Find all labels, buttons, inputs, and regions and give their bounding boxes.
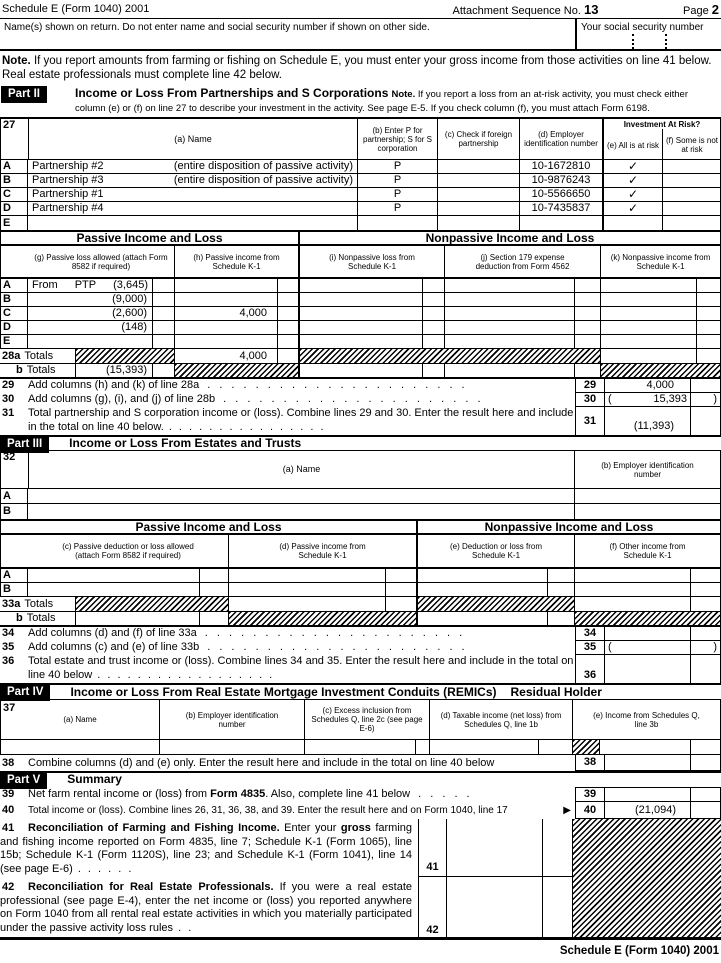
- passive-loss-cell[interactable]: (148): [28, 321, 153, 334]
- ssn-separator-1: [632, 34, 634, 49]
- cents-cell[interactable]: [575, 335, 601, 348]
- passive-income-cell[interactable]: [175, 335, 278, 348]
- line-35-box-number: 35: [575, 641, 605, 655]
- hatch-cell: [75, 349, 175, 363]
- line-30: [0, 393, 721, 407]
- nonpassive-income-cell[interactable]: [601, 321, 697, 334]
- col-header-k: (k) Nonpassive income from Schedule K-1: [601, 246, 721, 277]
- t4-header: [0, 700, 721, 740]
- totals-28a-nonpassive-income[interactable]: [601, 349, 697, 363]
- partnership-name-cell[interactable]: Partnership #3 (entire disposition of passive activity): [28, 174, 358, 187]
- totals-28b-sec179[interactable]: [445, 364, 575, 377]
- col-header-e: (e) Deduction or loss from Schedule K-1: [418, 535, 575, 567]
- at-risk-check-cell[interactable]: ✓: [604, 174, 663, 187]
- line-32-number: 32: [0, 451, 28, 488]
- bottom-text-col: [0, 819, 418, 937]
- partnership-row-b: [0, 174, 721, 188]
- totals-33a-label: 33a Totals: [2, 597, 54, 610]
- passive-income-cell[interactable]: [175, 279, 278, 292]
- partnership-name-cell[interactable]: Partnership #4: [28, 202, 358, 215]
- nonpassive-income-cell[interactable]: [601, 335, 697, 348]
- row-letter: D: [0, 202, 28, 215]
- at-risk-check-cell[interactable]: [604, 216, 663, 230]
- hatch-cell: [175, 364, 300, 377]
- partnership-row-a: [0, 160, 721, 174]
- not-at-risk-check-cell[interactable]: [663, 216, 721, 230]
- row-letter: B: [0, 504, 28, 519]
- row-letter: B: [0, 293, 28, 306]
- col-header-c: (c) Passive deduction or loss allowed (attach Form 8582 if required): [28, 535, 229, 567]
- foreign-check-cell[interactable]: [438, 174, 520, 187]
- entity-type-cell[interactable]: P: [358, 174, 438, 187]
- entity-type-cell[interactable]: P: [358, 202, 438, 215]
- cents-cell[interactable]: [691, 569, 721, 582]
- totals-28a-label: 28a Totals: [2, 349, 54, 362]
- cents-cell[interactable]: [386, 569, 418, 582]
- line-41-text: 41 Reconciliation of Farming and Fishing Income. Enter your gross farming and fishing income reported on Form 4835, line 7; Schedule K-1 (Form 1065), line 15b; Schedule K-1 (Form 1120S), line 23; and Schedule K-1 (Form 1041), line 14 (see page E-6) . . . . . .: [0, 822, 413, 875]
- cents-cell[interactable]: [416, 740, 430, 754]
- nonpassive-loss-cell[interactable]: [300, 293, 423, 306]
- cents-cell[interactable]: [153, 335, 175, 348]
- nonpassive-income-cell[interactable]: [601, 293, 697, 306]
- bottom-block: [0, 819, 721, 940]
- passive-band-header: Passive Income and Loss: [0, 232, 300, 244]
- passive-deduction-cell[interactable]: [28, 583, 200, 596]
- t2-band: [0, 230, 721, 246]
- not-at-risk-check-cell[interactable]: [663, 188, 721, 201]
- line-40-text: 40 Total income or (loss). Combine lines 26, 31, 36, 38, and 39. Enter the result here and on Form 1040, line 17 ▶: [0, 802, 575, 819]
- line-42-text: 42 Reconciliation for Real Estate Professionals. If you were a real estate professional (see page E-4), enter the net income or (loss) you reported anywhere on Form 1040 from all rental real estate activities in which you materially participated under the passive activity loss rules . .: [0, 881, 413, 934]
- page-note: Note. If you report amounts from farming or fishing on Schedule E, you must enter your gross income from those activities on line 41 below. Real estate professionals must complete line 42 below.: [2, 55, 712, 81]
- nonpassive-income-cell[interactable]: [601, 307, 697, 320]
- totals-33b-passive-deduction[interactable]: [75, 612, 200, 625]
- line-27-number: 27: [0, 119, 28, 159]
- totals-28a-passive-income[interactable]: 4,000: [175, 349, 278, 363]
- bottom-box-col: [418, 819, 573, 937]
- nonpassive-loss-cell[interactable]: [300, 307, 423, 320]
- line-29: [0, 379, 721, 393]
- cents-cell[interactable]: [423, 279, 445, 292]
- hatch-cell: [418, 597, 575, 611]
- nonpassive-loss-cell[interactable]: [300, 321, 423, 334]
- cents-cell[interactable]: [691, 655, 721, 683]
- line-34-text: 34 Add columns (d) and (f) of line 33a . . . . . . . . . . . . . . . . . . . . . .: [2, 627, 466, 639]
- line-41-box-number: 41: [418, 819, 447, 876]
- cents-cell[interactable]: [691, 597, 721, 611]
- deduction-loss-cell[interactable]: [418, 569, 548, 582]
- row-letter: C: [0, 188, 28, 201]
- sec179-cell[interactable]: [445, 321, 575, 334]
- totals-33b-row: [0, 612, 721, 627]
- part4-band: [0, 683, 721, 700]
- line-34: [0, 627, 721, 641]
- line-34-amount[interactable]: [605, 627, 691, 641]
- hatch-cell: [75, 597, 229, 611]
- income-row-d: [0, 321, 721, 335]
- totals-28b-row: [0, 364, 721, 379]
- part2-title: Income or Loss From Partnerships and S Corporations: [75, 86, 389, 100]
- attachment-number: 13: [584, 3, 599, 17]
- col-header-a: 37 (a) Name: [0, 700, 160, 739]
- cents-cell[interactable]: [691, 583, 721, 596]
- ssn-label: Your social security number: [581, 22, 704, 33]
- cents-cell[interactable]: [697, 335, 721, 348]
- line-40-box-number: 40: [575, 802, 605, 819]
- other-income-cell[interactable]: [575, 569, 691, 582]
- at-risk-check-cell[interactable]: ✓: [604, 188, 663, 201]
- schedules-q-income-cell[interactable]: [600, 740, 691, 754]
- partnership-row-c: [0, 188, 721, 202]
- line-34-box-number: 34: [575, 627, 605, 641]
- hatch-cell: [300, 349, 601, 363]
- cents-cell[interactable]: [548, 612, 575, 625]
- partnership-row-d: [0, 202, 721, 216]
- entity-type-cell[interactable]: P: [358, 188, 438, 201]
- line-30-box-number: 30: [575, 393, 605, 407]
- cents-cell[interactable]: [200, 569, 229, 582]
- sec179-cell[interactable]: [445, 335, 575, 348]
- ssn-separator-2: [665, 34, 667, 49]
- cents-cell[interactable]: [423, 335, 445, 348]
- line-39: [0, 787, 721, 802]
- foreign-check-cell[interactable]: [438, 202, 520, 215]
- row-letter: C: [0, 307, 28, 320]
- remic-row: [0, 740, 721, 755]
- entity-type-cell[interactable]: [358, 216, 438, 230]
- line-40-amount[interactable]: (21,094): [605, 802, 691, 819]
- estate-income-row-b: [0, 583, 721, 597]
- ein-cell[interactable]: [575, 489, 721, 503]
- col-header-h: (h) Passive income from Schedule K-1: [175, 246, 300, 277]
- row-letter: D: [0, 321, 28, 334]
- name-field[interactable]: [0, 19, 575, 49]
- cents-cell[interactable]: [278, 279, 300, 292]
- passive-income-cell[interactable]: 4,000: [175, 307, 278, 320]
- form-footer: Schedule E (Form 1040) 2001: [559, 945, 719, 957]
- partnership-name-cell[interactable]: Partnership #1: [28, 188, 358, 201]
- not-at-risk-check-cell[interactable]: [663, 174, 721, 187]
- cents-cell[interactable]: [200, 612, 229, 625]
- cents-cell[interactable]: [691, 740, 721, 754]
- part5-title: Summary: [67, 772, 122, 786]
- arrow-icon: ▶: [563, 805, 571, 816]
- t1-header: [0, 117, 721, 160]
- line-42-amount[interactable]: [447, 877, 543, 937]
- line-39-box-number: 39: [575, 787, 605, 802]
- col-header-d: (d) Passive income from Schedule K-1: [229, 535, 418, 567]
- income-row-b: [0, 293, 721, 307]
- ssn-field[interactable]: [575, 19, 721, 49]
- hatch-cell: [601, 364, 721, 377]
- cents-cell[interactable]: [697, 321, 721, 334]
- ein-cell[interactable]: 10-1672810: [520, 160, 604, 173]
- ein-cell[interactable]: 10-5566650: [520, 188, 604, 201]
- row-letter: A: [0, 489, 28, 503]
- nonpassive-income-cell[interactable]: [601, 279, 697, 292]
- passive-income-cell[interactable]: [229, 583, 386, 596]
- cents-cell[interactable]: [153, 364, 175, 377]
- partnership-row-e: [0, 216, 721, 230]
- col-header-b: (b) Employer identification number: [575, 451, 721, 488]
- totals-33a-other-income[interactable]: [575, 597, 691, 611]
- line-39-amount[interactable]: [605, 787, 691, 802]
- name-field-label: Name(s) shown on return. Do not enter name and social security number if shown on other side.: [4, 22, 430, 33]
- row-letter: E: [0, 335, 28, 348]
- line-40: [0, 802, 721, 819]
- col-header-d: (d) Taxable income (net loss) from Schedules Q, line 1b: [430, 700, 573, 739]
- passive-loss-cell[interactable]: (2,600): [28, 307, 153, 320]
- line-31: [0, 407, 721, 435]
- cents-cell[interactable]: ): [691, 393, 721, 407]
- col-header-f: (f) Other income from Schedule K-1: [575, 535, 721, 567]
- cents-cell[interactable]: [200, 583, 229, 596]
- nonpassive-band-header: Nonpassive Income and Loss: [418, 521, 721, 533]
- estate-row-b: [0, 504, 721, 519]
- cents-cell[interactable]: [386, 597, 418, 611]
- line-36-amount[interactable]: [605, 655, 691, 683]
- cents-cell[interactable]: [691, 627, 721, 641]
- top-header: [0, 0, 721, 18]
- totals-28b-passive-loss[interactable]: (15,393): [75, 364, 153, 377]
- col-header-j: (j) Section 179 expense deduction from Form 4562: [445, 246, 601, 277]
- totals-33a-passive-income[interactable]: [229, 597, 386, 611]
- cents-cell[interactable]: [691, 407, 721, 435]
- hatch-area: [573, 819, 721, 937]
- row-letter: E: [0, 216, 28, 230]
- passive-income-cell[interactable]: [175, 293, 278, 306]
- ein-cell[interactable]: [575, 504, 721, 519]
- sec179-cell[interactable]: [445, 279, 575, 292]
- not-at-risk-check-cell[interactable]: [663, 160, 721, 173]
- cents-cell[interactable]: [278, 349, 300, 363]
- spacer-cell: [0, 246, 28, 277]
- part5-label: Part V: [0, 773, 47, 789]
- cents-cell[interactable]: [543, 819, 573, 876]
- line-35-text: 35 Add columns (c) and (e) of line 33b . . . . . . . . . . . . . . . . . . . . . .: [2, 641, 468, 653]
- sec179-cell[interactable]: [445, 307, 575, 320]
- cents-cell[interactable]: ): [691, 641, 721, 655]
- line-36-box-number: 36: [575, 655, 605, 683]
- attachment-sequence: Attachment Sequence No. 13: [452, 3, 599, 17]
- passive-deduction-cell[interactable]: [28, 569, 200, 582]
- other-income-cell[interactable]: [575, 583, 691, 596]
- part2-note: Note. If you report a loss from an at-risk activity, you must check either column (e) or (f) on line 27 to describe your investment in the activity. See page E-5. If you check column (f), you must attach Form 6198.: [75, 89, 688, 114]
- estate-name-cell[interactable]: [28, 504, 575, 519]
- row-letter: A: [0, 160, 28, 173]
- cents-cell[interactable]: [697, 279, 721, 292]
- cents-cell[interactable]: [278, 293, 300, 306]
- form-id: Schedule E (Form 1040) 2001: [2, 3, 150, 15]
- col-header-a: (a) Name: [28, 451, 575, 488]
- line-31-amount[interactable]: (11,393): [605, 407, 691, 435]
- line-38-amount[interactable]: [605, 755, 691, 771]
- line-42-box-number: 42: [418, 877, 447, 937]
- cents-cell[interactable]: [539, 740, 573, 754]
- row-letter: B: [0, 174, 28, 187]
- at-risk-check-cell[interactable]: ✓: [604, 202, 663, 215]
- not-at-risk-check-cell[interactable]: [663, 202, 721, 215]
- nonpassive-loss-cell[interactable]: [300, 335, 423, 348]
- income-row-c: [0, 307, 721, 321]
- t3-header: [0, 451, 721, 489]
- col-header-a: (a) Name: [28, 119, 358, 159]
- col-header-d: (d) Employer identification number: [520, 119, 604, 159]
- line-31-text: 31 Total partnership and S corporation income or (loss). Combine lines 29 and 30. Enter the result here and include in the total on line 40 below. . . . . . . . . . . . . . . . .: [2, 407, 574, 433]
- totals-28b-label: b Totals: [16, 364, 56, 376]
- entity-type-cell[interactable]: P: [358, 160, 438, 173]
- foreign-check-cell[interactable]: [438, 160, 520, 173]
- cents-cell[interactable]: [691, 787, 721, 802]
- cents-cell[interactable]: [575, 279, 601, 292]
- col-header-b: (b) Employer identification number: [160, 700, 305, 739]
- deduction-loss-cell[interactable]: [418, 583, 548, 596]
- line-30-amount[interactable]: ( 15,393: [605, 393, 691, 407]
- cents-cell[interactable]: [153, 293, 175, 306]
- cents-cell[interactable]: [153, 321, 175, 334]
- row-letter: A: [0, 569, 28, 582]
- line-38-box-number: 38: [575, 755, 605, 771]
- t3-colheads: [0, 535, 721, 569]
- passive-loss-cell[interactable]: (9,000): [28, 293, 153, 306]
- col-header-at-risk: Investment At Risk? (e) All is at risk (f) Some is not at risk: [604, 119, 721, 159]
- nonpassive-band-header: Nonpassive Income and Loss: [300, 232, 721, 244]
- part3-band: [0, 435, 721, 451]
- partnership-name-cell[interactable]: [28, 216, 358, 230]
- line-36-text: 36 Total estate and trust income or (loss). Combine lines 34 and 35. Enter the result here and include in the total on line 40 below . . . . . . . . . . . . . . . . . .: [2, 655, 574, 681]
- cents-cell[interactable]: [697, 307, 721, 320]
- part4-subtitle: Residual Holder: [510, 684, 602, 699]
- name-ssn-box: [0, 18, 721, 51]
- line-30-text: 30 Add columns (g), (i), and (j) of line 28b . . . . . . . . . . . . . . . . . . . . . .: [2, 393, 484, 405]
- passive-loss-cell[interactable]: [28, 335, 153, 348]
- cents-cell[interactable]: [386, 583, 418, 596]
- cents-cell[interactable]: [153, 279, 175, 292]
- cents-cell[interactable]: [543, 877, 573, 937]
- cents-cell[interactable]: [278, 321, 300, 334]
- ein-cell[interactable]: [160, 740, 305, 754]
- line-29-text: 29 Add columns (h) and (k) of line 28a . . . . . . . . . . . . . . . . . . . . . .: [2, 379, 468, 391]
- partnership-name-cell[interactable]: Partnership #2 (entire disposition of passive activity): [28, 160, 358, 173]
- totals-28b-nonpassive-loss[interactable]: [300, 364, 423, 377]
- part3-label: Part III: [0, 437, 49, 453]
- nonpassive-loss-cell[interactable]: [300, 279, 423, 292]
- col-header-f: (f) Some is not at risk: [665, 136, 718, 154]
- line-31-box-number: 31: [575, 407, 605, 435]
- passive-loss-cell[interactable]: From PTP (3,645): [28, 279, 153, 292]
- ein-cell[interactable]: 10-7435837: [520, 202, 604, 215]
- col-header-e: (e) All is at risk: [604, 129, 663, 159]
- cents-cell[interactable]: [691, 379, 721, 393]
- cents-cell[interactable]: [423, 364, 445, 377]
- col-header-i: (i) Nonpassive loss from Schedule K-1: [300, 246, 445, 277]
- page-number: Page 2: [683, 3, 719, 17]
- part5-band: [0, 771, 721, 787]
- row-letter: B: [0, 583, 28, 596]
- line-35: [0, 641, 721, 655]
- part3-title: Income or Loss From Estates and Trusts: [69, 436, 302, 450]
- line-29-box-number: 29: [575, 379, 605, 393]
- excess-inclusion-cell[interactable]: [305, 740, 416, 754]
- cents-cell[interactable]: [153, 307, 175, 320]
- hatch-cell: [575, 612, 721, 625]
- t3-band: [0, 519, 721, 535]
- cents-cell[interactable]: [548, 583, 575, 596]
- estate-income-row-a: [0, 569, 721, 583]
- at-risk-check-cell[interactable]: ✓: [604, 160, 663, 173]
- line-38: [0, 755, 721, 771]
- remic-name-cell[interactable]: [0, 740, 160, 754]
- cents-cell[interactable]: [278, 335, 300, 348]
- cents-cell[interactable]: [423, 321, 445, 334]
- cents-cell[interactable]: [697, 349, 721, 363]
- col-header-b: (b) Enter P for partnership; S for S corporation: [358, 119, 438, 159]
- cents-cell[interactable]: [548, 569, 575, 582]
- t2-header: [0, 246, 721, 279]
- totals-33a-row: [0, 597, 721, 612]
- col-header-c: (c) Check if foreign partnership: [438, 119, 520, 159]
- totals-33b-label: b Totals: [16, 612, 56, 624]
- part4-title: Income or Loss From Real Estate Mortgage Investment Conduits (REMICs): [70, 684, 497, 699]
- cents-cell[interactable]: [423, 307, 445, 320]
- line-37-number: 37: [3, 702, 16, 714]
- sec179-cell[interactable]: [445, 293, 575, 306]
- col-header-g: (g) Passive loss allowed (attach Form 8582 if required): [28, 246, 175, 277]
- hatch-cell: [573, 740, 600, 754]
- cents-cell[interactable]: [575, 321, 601, 334]
- cents-cell[interactable]: [575, 293, 601, 306]
- line-29-amount[interactable]: 4,000: [605, 379, 691, 393]
- line-41-amount[interactable]: [447, 819, 543, 876]
- totals-33b-deduction-loss[interactable]: [418, 612, 548, 625]
- part4-label: Part IV: [0, 685, 50, 701]
- spacer-cell: [0, 535, 28, 567]
- col-header-e: (e) Income from Schedules Q, line 3b: [573, 700, 721, 739]
- cents-cell[interactable]: [575, 307, 601, 320]
- line-35-amount[interactable]: (: [605, 641, 691, 655]
- passive-income-cell[interactable]: [229, 569, 386, 582]
- passive-band-header: Passive Income and Loss: [0, 521, 418, 533]
- income-row-a: [0, 279, 721, 293]
- ein-cell[interactable]: [520, 216, 604, 230]
- col-header-c: (c) Excess inclusion from Schedules Q, line 2c (see page E-6): [305, 700, 430, 739]
- ein-cell[interactable]: 10-9876243: [520, 174, 604, 187]
- estate-name-cell[interactable]: [28, 489, 575, 503]
- line-38-text: 38 Combine columns (d) and (e) only. Enter the result here and include in the total on line 40 below: [2, 756, 495, 769]
- totals-28a-row: [0, 349, 721, 364]
- cents-cell[interactable]: [691, 755, 721, 771]
- cents-cell[interactable]: [423, 293, 445, 306]
- cents-cell[interactable]: [575, 364, 601, 377]
- cents-cell[interactable]: [278, 307, 300, 320]
- cents-cell[interactable]: [691, 802, 721, 819]
- foreign-check-cell[interactable]: [438, 188, 520, 201]
- part2-band: [0, 86, 721, 117]
- line-36: [0, 655, 721, 683]
- foreign-check-cell[interactable]: [438, 216, 520, 230]
- cents-cell[interactable]: [697, 293, 721, 306]
- row-letter: A: [0, 279, 28, 292]
- part2-label: Part II: [1, 86, 47, 103]
- income-row-e: [0, 335, 721, 349]
- line-39-text: 39 Net farm rental income or (loss) from Form 4835. Also, complete line 41 below . . . . .: [2, 788, 473, 800]
- passive-income-cell[interactable]: [175, 321, 278, 334]
- taxable-income-cell[interactable]: [430, 740, 539, 754]
- estate-row-a: [0, 489, 721, 504]
- hatch-cell: [229, 612, 418, 625]
